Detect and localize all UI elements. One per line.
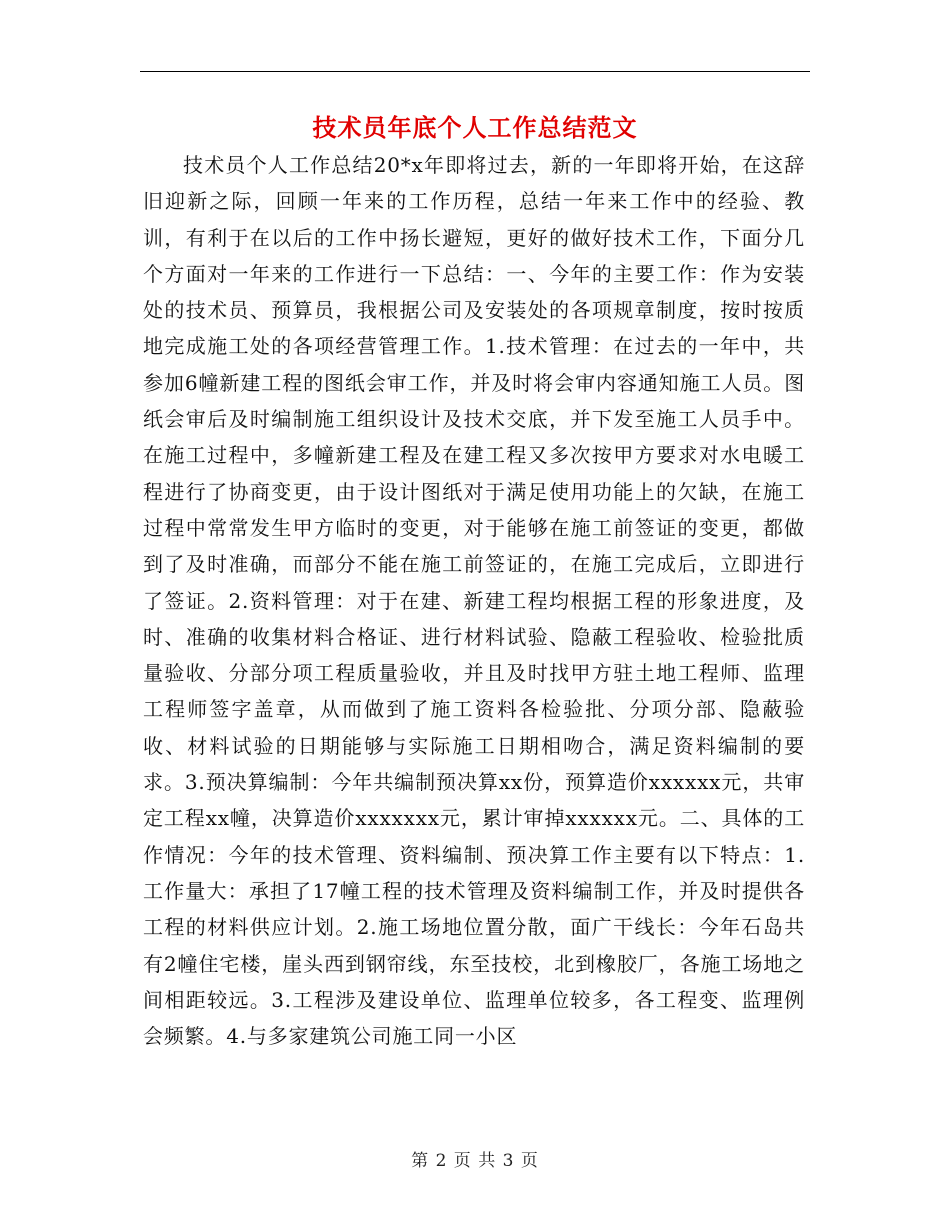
header-rule — [140, 71, 810, 72]
page-number: 第 2 页 共 3 页 — [411, 1151, 539, 1171]
body-paragraph: 技术员个人工作总结20*x年即将过去，新的一年即将开始，在这辞旧迎新之际，回顾一年来的工作历程，总结一年来工作中的经验、教训，有利于在以后的工作中扬长避短，更好的做好技术工作，下面分几个方面对一年来的工作进行一下总结：一、今年的主要工作：作为安装处的技术员、预算员，我根据公司及安装处的各项规章制度，按时按质地完成施工处的各项经营管理工作。1.技术管理：在过去的一年中，共参加6幢新建工程的图纸会审工作，并及时将会审内容通知施工人员。图纸会审后及时编制施工组织设计及技术交底，并下发至施工人员手中。在施工过程中，多幢新建工程及在建工程又多次按甲方要求对水电暖工程进行了协商变更，由于设计图纸对于满足使用功能上的欠缺，在施工过程中常常发生甲方临时的变更，对于能够在施工前签证的变更，都做到了及时准确，而部分不能在施工前签证的，在施工完成后，立即进行了签证。2.资料管理：对于在建、新建工程均根据工程的形象进度，及时、准确的收集材料合格证、进行材料试验、隐蔽工程验收、检验批质量验收、分部分项工程质量验收，并且及时找甲方驻土地工程师、监理工程师签字盖章，从而做到了施工资料各检验批、分项分部、隐蔽验收、材料试验的日期能够与实际施工日期相吻合，满足资料编制的要求。3.预决算编制：今年共编制预决算xx份，预算造价xxxxxx元，共审定工程xx幢，决算造价xxxxxxx元，累计审掉xxxxxx元。二、具体的工作情况：今年的技术管理、资料编制、预决算工作主要有以下特点：1.工作量大：承担了17幢工程的技术管理及资料编制工作，并及时提供各工程的材料供应计划。2.施工场地位置分散，面广干线长：今年石岛共有2幢住宅楼，崖头西到钢帘线，东至技校，北到橡胶厂，各施工场地之间相距较远。3.工程涉及建设单位、监理单位较多，各工程变、监理例会频繁。4.与多家建筑公司施工同一小区 — [143, 153, 805, 1049]
document-title: 技术员年底个人工作总结范文 — [312, 113, 638, 142]
